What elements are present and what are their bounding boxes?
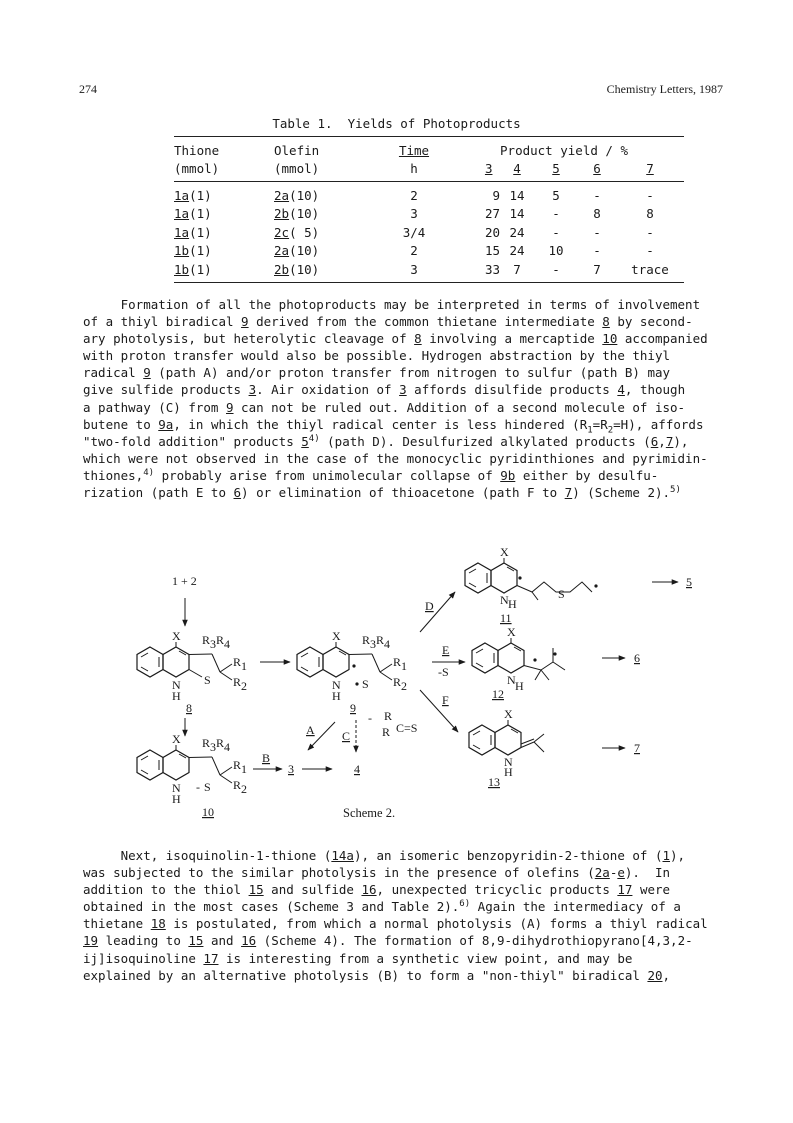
- atom-label: R: [202, 633, 211, 647]
- table-row: [174, 182, 684, 205]
- text: of a thiyl biradical: [83, 314, 242, 330]
- text: which were not observed in the case of the monocyclic pyridinthiones and pyrimidin-: [83, 450, 708, 466]
- olefin-cell: 2b: [274, 261, 290, 277]
- paragraph-mechanism: [83, 296, 723, 501]
- yield-cell: 10: [548, 243, 564, 259]
- text-line: [83, 898, 723, 915]
- compound-ref: 6: [650, 433, 659, 449]
- subscript: 3: [210, 637, 216, 651]
- path-label: E: [442, 643, 450, 657]
- atom-label: R: [233, 758, 242, 772]
- text-line: [83, 915, 723, 932]
- yield-cell: -: [552, 224, 560, 240]
- text-line: [83, 967, 723, 984]
- text: ),: [670, 848, 686, 863]
- path-label: C: [342, 729, 351, 743]
- yield-cell: 7: [500, 260, 534, 282]
- yield-cell: -: [646, 187, 654, 203]
- compound-ref: 1: [662, 848, 671, 863]
- thione-amount: (1): [189, 224, 212, 240]
- text-line: [83, 950, 723, 967]
- atom-label: S: [204, 780, 211, 794]
- olefin-amount: ( 5): [289, 224, 320, 240]
- atom-label: R: [233, 778, 242, 792]
- text: ary photolysis, but heterolytic cleavage of: [83, 331, 415, 347]
- text: involving a mercaptide: [421, 331, 603, 347]
- text: and sulfide: [263, 882, 362, 898]
- text-line: [83, 313, 723, 330]
- subscript: 2: [241, 679, 247, 693]
- compound-ref: 16: [241, 933, 257, 949]
- yield-cell: 20: [484, 224, 500, 240]
- text: thiones,: [83, 467, 144, 483]
- compound-ref: 9: [143, 365, 151, 381]
- compound-ref: 17: [203, 950, 219, 966]
- page-number: 274: [79, 82, 97, 96]
- atom-label: R: [384, 709, 393, 723]
- atom-label: X: [332, 629, 341, 643]
- compound-13-structure: [469, 707, 544, 779]
- time-cell: 3: [410, 206, 418, 222]
- compound-ref: 6: [233, 485, 242, 501]
- compound-label: 9: [350, 701, 356, 715]
- subscript: 1: [241, 659, 247, 673]
- yield-cell: 15: [484, 243, 500, 259]
- subscript: 2: [241, 782, 247, 796]
- atom-label: N: [332, 678, 341, 692]
- subscript: 4: [224, 740, 230, 754]
- text-line: [83, 484, 723, 501]
- time-cell: 2: [410, 243, 418, 259]
- yield-cell: 5: [552, 187, 560, 203]
- yield-cell: 14: [509, 206, 525, 222]
- compound-ref: 4: [617, 382, 625, 398]
- olefin-amount: (10): [289, 261, 320, 277]
- thione-cell: 1b: [174, 261, 190, 277]
- text: Formation of all the photoproducts may be interpreted in terms of involvement: [83, 297, 701, 312]
- subscript: 2: [607, 425, 614, 436]
- atom-label: X: [172, 629, 181, 643]
- text: can not be ruled out. Addition of a second molecule of iso-: [233, 399, 686, 415]
- olefin-cell: 2b: [274, 206, 290, 222]
- compound-ref: e: [617, 865, 625, 881]
- text: radical: [83, 365, 144, 381]
- text: addition to the thiol: [83, 882, 249, 898]
- text: , unexpected tricyclic products: [376, 882, 618, 898]
- text: -: [609, 865, 618, 881]
- text-line: [83, 433, 723, 450]
- thione-amount: (1): [189, 261, 212, 277]
- text: thietane: [83, 916, 151, 932]
- product-label: 4: [354, 762, 360, 776]
- yield-cell: 9: [492, 187, 500, 203]
- atom-label: H: [515, 679, 524, 693]
- compound-ref: 19: [83, 933, 99, 949]
- path-label: F: [442, 693, 449, 707]
- time-cell: 3: [384, 260, 444, 282]
- compound-12-structure: [472, 625, 565, 693]
- atom-label: S: [362, 677, 369, 691]
- yield-cell: 24: [509, 243, 525, 259]
- text: probably arise from unimolecular collapse of: [154, 467, 501, 483]
- text: . Air oxidation of: [256, 382, 400, 398]
- text: ) or elimination of thioacetone (path F to: [241, 485, 565, 501]
- yield-cell: 8: [646, 206, 654, 222]
- yield-cell: 27: [484, 206, 500, 222]
- olefin-cell: 2a: [274, 243, 290, 259]
- thietane-structure: [137, 629, 247, 703]
- table-caption: Table 1. Yields of Photoproducts: [272, 116, 521, 131]
- yields-table: [174, 136, 684, 283]
- text: Again the intermediacy of a: [470, 899, 681, 915]
- reference-mark: 6): [459, 899, 471, 910]
- thione-cell: 1b: [174, 243, 190, 259]
- product-label: 5: [686, 575, 692, 589]
- path-label: D: [425, 599, 434, 613]
- compound-ref: 7: [665, 433, 674, 449]
- atom-label: R: [376, 633, 385, 647]
- table-header-row: [174, 137, 684, 160]
- text: ,: [658, 433, 666, 449]
- atom-label: R: [233, 655, 242, 669]
- atom-label: R: [233, 675, 242, 689]
- text-line: [83, 864, 723, 881]
- compound-label: 10: [202, 805, 214, 819]
- compound-ref: 9: [226, 399, 234, 415]
- compound-ref: 15: [188, 933, 204, 949]
- text-line: [83, 399, 723, 416]
- text: ). In: [624, 865, 671, 881]
- biradical-structure: [297, 629, 407, 703]
- yield-cell: -: [552, 206, 560, 222]
- compound-ref: 14a: [331, 848, 354, 863]
- compound-ref: 8: [602, 314, 610, 330]
- yield-cell: 14: [509, 187, 525, 203]
- product-label: 7: [634, 741, 640, 755]
- text: were: [632, 882, 671, 898]
- col-thione: Thione: [174, 137, 274, 160]
- path-label: B: [262, 751, 271, 765]
- text-line: [83, 847, 723, 864]
- compound-ref: 3: [399, 382, 407, 398]
- compound-ref: 9a: [158, 416, 174, 432]
- text: , in which the thiyl radical center is less hindered (R: [173, 416, 588, 432]
- col-olefin: Olefin: [274, 137, 384, 160]
- compound-ref: 2a: [594, 865, 610, 881]
- unit-thione: (mmol): [174, 160, 274, 182]
- text-line: [83, 932, 723, 949]
- yield-cell: 24: [509, 224, 525, 240]
- yield-cell: 33: [444, 260, 500, 282]
- text: is postulated, from which a normal photolysis (A) forms a thiyl radical: [165, 916, 708, 932]
- compound-ref: 9: [241, 314, 249, 330]
- text: give sulfide products: [83, 382, 249, 398]
- yield-cell: 7: [578, 260, 616, 282]
- text: leading to: [98, 933, 189, 949]
- table-row: [174, 205, 684, 224]
- text: butene to: [83, 416, 159, 432]
- journal-title: Chemistry Letters, 1987: [606, 82, 723, 96]
- atom-label: H: [332, 689, 341, 703]
- compound-ref: 15: [248, 882, 264, 898]
- compound-ref: 16: [361, 882, 377, 898]
- text-line: [83, 347, 723, 364]
- paragraph-isoquinoline: [83, 847, 723, 984]
- atom-label: N: [507, 673, 516, 687]
- text: a pathway (C) from: [83, 399, 226, 415]
- atom-label: N: [500, 593, 509, 607]
- thione-amount: (1): [189, 187, 212, 203]
- atom-label: S: [558, 587, 565, 601]
- text: derived from the common thietane intermediate: [248, 314, 603, 330]
- atom-label: N: [504, 755, 513, 769]
- text: (path A) and/or proton transfer from nitrogen to sulfur (path B) may: [150, 365, 671, 381]
- text: "two-fold addition" products: [83, 433, 302, 449]
- subscript: 3: [210, 740, 216, 754]
- text: =R: [592, 416, 608, 432]
- thioacetone-formula: C=S: [396, 721, 418, 735]
- product-label: 3: [288, 762, 294, 776]
- thione-amount: (1): [189, 206, 212, 222]
- text: obtained in the most cases (Scheme 3 and Table 2).: [83, 899, 460, 915]
- text: , though: [624, 382, 686, 398]
- compound-ref: 7: [564, 485, 573, 501]
- yield-cell: -: [646, 224, 654, 240]
- compound-ref: 17: [617, 882, 633, 898]
- atom-label: N: [172, 678, 181, 692]
- yield-cell: trace: [616, 260, 684, 282]
- atom-label: R: [216, 736, 225, 750]
- text: is interesting from a synthetic view point, and may be: [218, 950, 633, 966]
- table-row: [174, 242, 684, 261]
- text: and: [203, 933, 242, 949]
- yield-cell: -: [646, 243, 654, 259]
- atom-label: X: [504, 707, 513, 721]
- product-header: 6: [593, 161, 601, 177]
- olefin-amount: (10): [289, 243, 320, 259]
- atom-label: R: [202, 736, 211, 750]
- text: either by desulfu-: [515, 467, 659, 483]
- atom-label: -: [196, 780, 200, 794]
- compound-label: 8: [186, 701, 192, 715]
- path-label: A: [306, 723, 315, 737]
- atom-label: X: [172, 732, 181, 746]
- olefin-cell: 2c: [274, 224, 290, 240]
- subscript: 1: [401, 659, 407, 673]
- text: affords disulfide products: [406, 382, 618, 398]
- thione-cell: 1a: [174, 224, 190, 240]
- text: ij]isoquinoline: [83, 950, 204, 966]
- text: ), an isomeric benzopyridin-2-thione of (: [353, 848, 663, 863]
- text: =H), affords: [613, 416, 704, 432]
- subscript: 1: [587, 425, 593, 436]
- text: rization (path E to: [83, 485, 234, 501]
- compound-ref: 20: [647, 967, 663, 983]
- mercaptide-structure: [137, 732, 247, 806]
- atom-label: X: [500, 545, 509, 559]
- atom-label: S: [204, 673, 211, 687]
- atom-label: R: [382, 725, 391, 739]
- text-line: [83, 381, 723, 398]
- compound-ref: 8: [414, 331, 422, 347]
- compound-ref: 10: [602, 331, 618, 347]
- text-line: [83, 296, 723, 313]
- thione-cell: 1a: [174, 206, 190, 222]
- subscript: 4: [224, 637, 230, 651]
- atom-label: R: [393, 655, 402, 669]
- col-yield: Product yield / %: [444, 137, 684, 160]
- table-row: [174, 223, 684, 242]
- subscript: 4: [384, 637, 390, 651]
- text: explained by an alternative photolysis (B) to form a "non-thiyl" biradical: [83, 967, 648, 983]
- text: by second-: [609, 314, 693, 330]
- yield-cell: -: [593, 224, 601, 240]
- product-header: 4: [513, 161, 521, 177]
- olefin-cell: 2a: [274, 187, 290, 203]
- product-header: 3: [484, 161, 493, 177]
- atom-label: H: [508, 597, 517, 611]
- thione-amount: (1): [189, 243, 212, 259]
- compound-ref: 18: [150, 916, 166, 932]
- text-line: [83, 330, 723, 347]
- time-cell: 3/4: [402, 224, 426, 240]
- arrow-path-f: [420, 690, 458, 732]
- reference-mark: 4): [308, 433, 320, 444]
- text: (Scheme 4). The formation of 8,9-dihydrothiopyrano[4,3,2-: [256, 933, 693, 949]
- olefin-amount: (10): [289, 187, 320, 203]
- thioacetone-label: -: [368, 711, 372, 725]
- atom-label: R: [393, 675, 402, 689]
- col-time: Time: [398, 142, 430, 158]
- table-unit-row: [174, 160, 684, 182]
- minus-s-label: -S: [438, 665, 449, 679]
- atom-label: R: [216, 633, 225, 647]
- compound-label: 11: [500, 611, 512, 625]
- text-line: [83, 416, 723, 436]
- product-header: 5: [552, 161, 560, 177]
- text-line: [83, 450, 723, 467]
- reference-mark: 5): [670, 484, 681, 495]
- text-line: [83, 467, 723, 484]
- yield-cell: -: [593, 243, 601, 259]
- text: Next, isoquinolin-1-thione (: [83, 848, 332, 863]
- subscript: 3: [370, 637, 376, 651]
- atom-label: N: [172, 781, 181, 795]
- compound-ref: 5: [301, 433, 309, 449]
- product-label: 6: [634, 651, 640, 665]
- atom-label: H: [172, 792, 181, 806]
- subscript: 2: [401, 679, 407, 693]
- atom-label: H: [172, 689, 181, 703]
- compound-label: 13: [488, 775, 500, 789]
- atom-label: R: [362, 633, 371, 647]
- compound-label: 12: [492, 687, 504, 701]
- unit-olefin: (mmol): [274, 160, 384, 182]
- product-header: 7: [646, 161, 654, 177]
- atom-label: H: [504, 765, 513, 779]
- thione-cell: 1a: [174, 187, 190, 203]
- table-row: [174, 260, 684, 282]
- text: ,: [662, 967, 671, 983]
- text: ) (Scheme 2).: [572, 485, 671, 501]
- unit-time: h: [384, 160, 444, 182]
- atom-label: X: [507, 625, 516, 639]
- compound-ref: 9b: [500, 467, 516, 483]
- reference-mark: 4): [143, 467, 155, 478]
- text: ),: [673, 433, 689, 449]
- compound-11-structure: [465, 545, 598, 611]
- yield-cell: 8: [593, 206, 601, 222]
- text: (path D). Desulfurized alkylated products (: [319, 433, 651, 449]
- text-line: [83, 881, 723, 898]
- text: accompanied: [617, 331, 708, 347]
- subscript: 1: [241, 762, 247, 776]
- olefin-amount: (10): [289, 206, 320, 222]
- yield-cell: -: [534, 260, 578, 282]
- time-cell: 2: [410, 187, 418, 203]
- start-label: 1 + 2: [172, 574, 197, 588]
- scheme-caption: Scheme 2.: [343, 806, 396, 820]
- text-line: [83, 364, 723, 381]
- compound-ref: 3: [248, 382, 257, 398]
- text: was subjected to the similar photolysis in the presence of olefins (: [83, 865, 595, 881]
- yield-cell: -: [593, 187, 601, 203]
- text: with proton transfer would also be possible. Hydrogen abstraction by the thiyl: [83, 348, 670, 364]
